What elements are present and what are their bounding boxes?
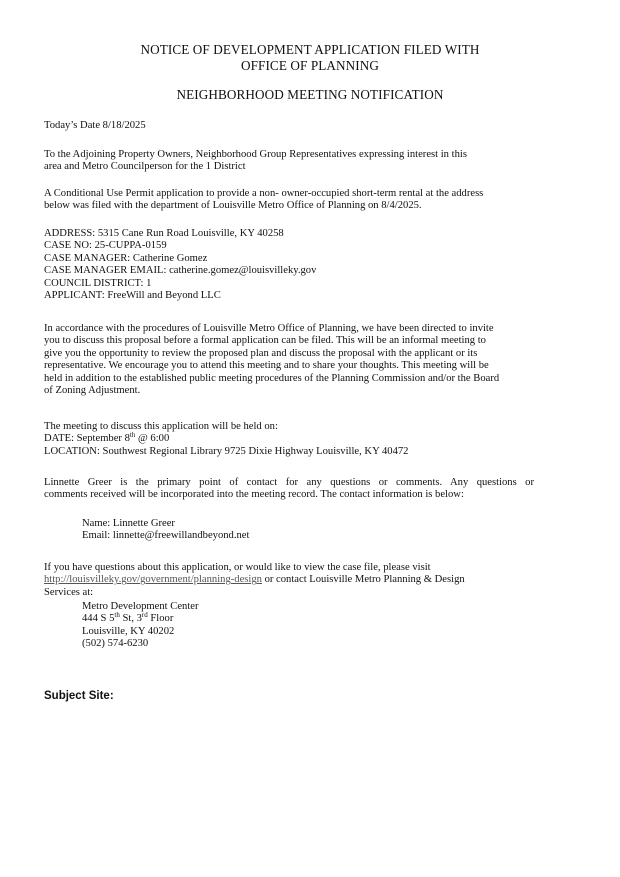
procedures-paragraph [44,323,544,397]
contact-name: Name: Linnette Greer [82,518,175,529]
case-address: ADDRESS: 5315 Cane Run Road Louisville, KY 40258 [44,228,284,239]
questions-line: Services at: [44,586,94,598]
questions-line-2 [44,574,544,586]
intro-line: below was filed with the department of Louisville Metro Office of Planning on 8/4/2025. [44,200,422,212]
applicant: APPLICANT: FreeWill and Beyond LLC [44,290,221,302]
planning-design-link[interactable]: http://louisvilleky.gov/government/planning-design [44,574,262,586]
procedures-line: you to discuss this proposal before a formal application can be filed. This will be an informal meeting to [44,335,486,347]
office-street [82,613,199,625]
meeting-time: @ 6:00 [135,433,170,445]
case-details [44,228,544,302]
case-manager-email: CASE MANAGER EMAIL: catherine.gomez@louisvilleky.gov [44,265,317,277]
contact-email: Email: linnette@freewillandbeyond.net [82,530,250,542]
subject-site-label: Subject Site: [44,690,114,702]
case-manager: CASE MANAGER: Catherine Gomez [44,252,208,264]
questions-paragraph [44,562,544,599]
salutation-line: area and Metro Councilperson for the 1 District [44,161,246,173]
contact-info [82,518,249,543]
office-name: Metro Development Center [82,601,199,612]
office-street-ordinal: th [114,611,120,620]
contact-intro [44,477,534,502]
procedures-line: give you the opportunity to review the proposed plan and discuss the proposal with the applicant or its [44,347,478,359]
council-district: COUNCIL DISTRICT: 1 [44,277,152,289]
meeting-location: LOCATION: Southwest Regional Library 9725 Dixie Highway Louisville, KY 40472 [44,445,409,457]
case-number: CASE NO: 25-CUPPA-0159 [44,240,167,252]
procedures-line: held in addition to the established public meeting procedures of the Planning Commission and/or the Board [44,372,500,384]
procedures-line: of Zoning Adjustment. [44,385,141,397]
office-floor: Floor [147,613,174,625]
office-city: Louisville, KY 40202 [82,625,175,637]
salutation-line: To the Adjoining Property Owners, Neighborhood Group Representatives expressing interest in this [44,149,467,160]
meeting-intro: The meeting to discuss this application will be held on: [44,421,278,432]
procedures-line: In accordance with the procedures of Louisville Metro Office of Planning, we have been directed to invite [44,323,494,334]
office-address [82,601,199,651]
notice-title: NOTICE OF DEVELOPMENT APPLICATION FILED WITH [140,42,480,57]
notice-title-line2: OFFICE OF PLANNING [240,58,380,73]
questions-contact-text: or contact Louisville Metro Planning & Design [261,574,465,586]
procedures-line: representative. We encourage you to attend this meeting and to share your thoughts. This meeting will be [44,360,489,372]
salutation [44,149,544,174]
meeting-details [44,421,544,458]
meeting-date-text: DATE: September 8 [44,433,130,445]
office-floor-ordinal: rd [141,611,148,620]
office-street-number: 444 S 5 [82,613,115,625]
contact-intro-line: comments received will be incorporated into the meeting record. The contact information is below: [44,489,464,501]
questions-line: If you have questions about this application, or would like to view the case file, please visit [44,562,431,573]
office-phone: (502) 574-6230 [82,638,149,650]
meeting-date [44,433,544,445]
office-street-name: St, 3 [119,613,142,625]
notice-subtitle: NEIGHBORHOOD MEETING NOTIFICATION [176,87,444,102]
todays-date: Today’s Date 8/18/2025 [44,120,146,131]
intro-paragraph [44,188,544,213]
meeting-date-ordinal: th [129,431,136,440]
intro-line: A Conditional Use Permit application to provide a non- owner-occupied short-term rental at the address [44,188,484,199]
date-line [44,120,544,132]
contact-intro-line: Linnette Greer is the primary point of contact for any questions or comments. Any questions or [44,477,534,488]
